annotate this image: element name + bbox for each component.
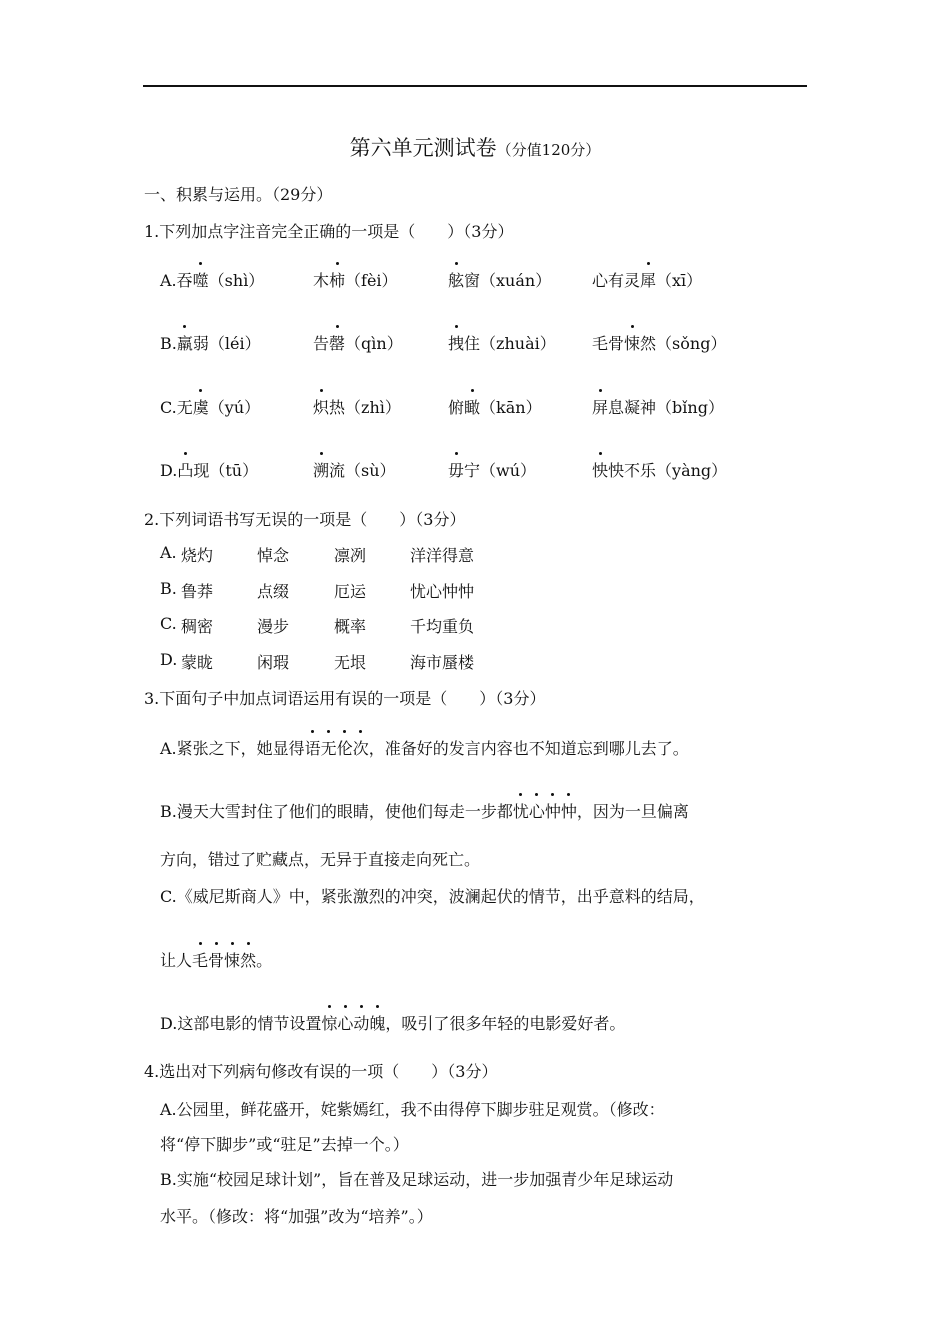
q1-word-part: 息凝神	[608, 398, 657, 417]
q1-option-item	[313, 395, 401, 418]
q2-stem: 2.下列词语书写无误的一项是（ ）（3分）	[144, 510, 466, 529]
dotted-char: 忧	[513, 799, 529, 822]
q2-word: 点缀	[257, 582, 290, 601]
q2-option-label: D.	[160, 650, 178, 669]
q3-a-dotted-word	[305, 739, 369, 758]
q1-dotted-char: 柿	[329, 268, 345, 291]
q2-word: 稠密	[181, 617, 214, 636]
q2-word: 蒙眬	[181, 653, 214, 672]
q1-word-part: 木	[313, 271, 330, 290]
q3-c-post: 。	[256, 951, 273, 970]
dotted-char: 魄	[369, 1011, 385, 1034]
q2-word: 烧灼	[181, 546, 214, 565]
q1-pinyin: （fèi）	[345, 271, 398, 290]
q1-dotted-char: 罄	[329, 331, 345, 354]
q1-pinyin: （qìn）	[345, 334, 403, 353]
q2-word: 海市蜃楼	[410, 653, 475, 672]
q3-d-post: ，吸引了很多年轻的电影爱好者。	[385, 1014, 626, 1033]
q1-word-part: 无	[176, 398, 193, 417]
dotted-char: 悚	[224, 948, 240, 971]
q1-word-part: 然	[640, 334, 657, 353]
q1-option-item	[160, 458, 258, 481]
q1-dotted-char: 犀	[640, 268, 656, 291]
q2-word: 洋洋得意	[410, 546, 475, 565]
dotted-char: 惊	[321, 1011, 337, 1034]
q2-word: 悼念	[257, 546, 290, 565]
q2-word: 无垠	[334, 653, 367, 672]
q3-b-pre: B.漫天大雪封住了他们的眼睛，使他们每走一步都	[160, 802, 513, 821]
q1-option-item	[313, 458, 396, 481]
q1-pinyin: （tū）	[209, 461, 259, 480]
q1-dotted-char: 怏	[592, 458, 608, 481]
q1-dotted-char: 悚	[624, 331, 640, 354]
q3-d-dotted-word	[321, 1014, 385, 1033]
q2-word: 忧心忡忡	[410, 582, 475, 601]
q2-option-label: B.	[160, 579, 177, 598]
dotted-char: 心	[337, 1011, 353, 1034]
title-score: （分值120分）	[496, 141, 601, 159]
q1-pinyin: （kān）	[480, 398, 542, 417]
q1-pinyin: （léi）	[208, 334, 261, 353]
q3-b-post: ，因为一旦偏离	[576, 802, 689, 821]
q1-dotted-char: 炽	[313, 395, 329, 418]
q3-option-b-line2: 方向，错过了贮藏点，无异于直接走向死亡。	[160, 850, 481, 869]
q1-option-item	[592, 331, 726, 354]
q1-option-item	[448, 395, 542, 418]
q1-stem: 1.下列加点字注音完全正确的一项是（ ）（3分）	[144, 222, 514, 241]
dotted-char: 骨	[208, 948, 224, 971]
q3-option-c: C.《威尼斯商人》中，紧张激烈的冲突，波澜起伏的情节，出乎意料的结局，	[160, 887, 705, 906]
dotted-char: 心	[529, 799, 545, 822]
q1-word-part: 吞	[176, 271, 193, 290]
q1-option-item	[592, 268, 702, 291]
q1-pinyin: （wú）	[480, 461, 537, 480]
q3-option-c-line2	[160, 948, 272, 971]
q1-option-item	[160, 395, 260, 418]
q3-c-dotted-word	[192, 951, 256, 970]
q1-word-part: 热	[329, 398, 346, 417]
q4-option-a-line2: 将“停下脚步”或“驻足”去掉一个。）	[160, 1135, 409, 1154]
dotted-char: 忡	[545, 799, 561, 822]
q2-word: 漫步	[257, 617, 290, 636]
q2-word: 千均重负	[410, 617, 475, 636]
q3-b-dotted-word	[513, 802, 577, 821]
q1-option-item	[160, 331, 261, 354]
q1-pinyin: （yú）	[208, 398, 261, 417]
q1-word-part: 窗	[464, 271, 481, 290]
q1-option-item	[448, 268, 551, 291]
q1-word-part: 宁	[464, 461, 481, 480]
q1-pinyin: （yàng）	[656, 461, 728, 480]
q4-option-b: B.实施“校园足球计划”，旨在普及足球运动，进一步加强青少年足球运动	[160, 1170, 674, 1189]
dotted-char: 动	[353, 1011, 369, 1034]
q1-word-part: 毛骨	[592, 334, 625, 353]
q2-word: 鲁莽	[181, 582, 214, 601]
dotted-char: 忡	[561, 799, 577, 822]
q2-option-label: A.	[160, 543, 177, 562]
q3-option-b	[160, 799, 689, 822]
q1-option-item	[592, 395, 724, 418]
q1-word-part: 怏不乐	[608, 461, 657, 480]
q3-option-a	[160, 736, 689, 759]
q1-pinyin: （zhì）	[345, 398, 401, 417]
q3-option-d	[160, 1011, 625, 1034]
q1-pinyin: （bǐng）	[656, 398, 724, 417]
q2-option-label: C.	[160, 614, 177, 633]
dotted-char: 无	[321, 736, 337, 759]
q1-pinyin: （zhuài）	[480, 334, 556, 353]
dotted-char: 伦	[337, 736, 353, 759]
q3-a-post: ，准备好的发言内容也不知道忘到哪儿去了。	[368, 739, 689, 758]
dotted-char: 然	[240, 948, 256, 971]
q1-option-item	[448, 331, 556, 354]
q3-d-pre: D.这部电影的情节设置	[160, 1014, 322, 1033]
header-rule	[143, 85, 807, 87]
q3-c-pre: 让人	[160, 951, 193, 970]
q1-dotted-char: 屏	[592, 395, 608, 418]
dotted-char: 毛	[192, 948, 208, 971]
q1-option-item	[313, 268, 398, 291]
q1-word-part: 现	[193, 461, 210, 480]
q2-word: 凛冽	[334, 546, 367, 565]
page-title	[0, 132, 950, 162]
q1-word-part: 告	[313, 334, 330, 353]
q1-dotted-char: 虞	[193, 395, 209, 418]
q1-option-label: B.	[160, 334, 177, 353]
q1-pinyin: （sǒng）	[656, 334, 727, 353]
q1-word-part: 流	[329, 461, 346, 480]
q1-dotted-char: 羸	[177, 331, 193, 354]
q3-a-pre: A.紧张之下，她显得	[160, 739, 305, 758]
q4-option-b-line2: 水平。（修改：将“加强”改为“培养”。）	[160, 1207, 433, 1226]
q1-pinyin: （xī）	[656, 271, 703, 290]
q1-option-item	[313, 331, 403, 354]
q1-option-label: A.	[160, 271, 177, 290]
q1-pinyin: （shì）	[208, 271, 265, 290]
q1-word-part: 俯	[448, 398, 465, 417]
dotted-char: 语	[305, 736, 321, 759]
q2-word: 闲瑕	[257, 653, 290, 672]
q1-word-part: 弱	[192, 334, 209, 353]
q1-dotted-char: 舷	[448, 268, 464, 291]
q1-word-part: 心有灵	[592, 271, 641, 290]
q1-option-label: C.	[160, 398, 177, 417]
q4-option-a: A.公园里，鲜花盛开，姹紫嫣红，我不由得停下脚步驻足观赏。（修改：	[160, 1100, 665, 1119]
q1-option-item	[448, 458, 536, 481]
q4-stem: 4.选出对下列病句修改有误的一项（ ）（3分）	[144, 1062, 498, 1081]
q1-dotted-char: 毋	[448, 458, 464, 481]
q1-option-label: D.	[160, 461, 178, 480]
q1-dotted-char: 溯	[313, 458, 329, 481]
q1-option-item	[592, 458, 727, 481]
section-heading: 一、积累与运用。（29分）	[144, 185, 333, 204]
q1-pinyin: （xuán）	[480, 271, 552, 290]
q1-dotted-char: 噬	[193, 268, 209, 291]
q1-dotted-char: 拽	[448, 331, 464, 354]
q1-option-item	[160, 268, 264, 291]
q2-word: 概率	[334, 617, 367, 636]
q1-dotted-char: 瞰	[464, 395, 480, 418]
q3-stem: 3.下面句子中加点词语运用有误的一项是（ ）（3分）	[144, 689, 546, 708]
dotted-char: 次	[353, 736, 369, 759]
q1-word-part: 住	[464, 334, 481, 353]
q1-dotted-char: 凸	[177, 458, 193, 481]
q2-word: 厄运	[334, 582, 367, 601]
title-text: 第六单元测试卷	[349, 136, 497, 160]
q1-pinyin: （sù）	[345, 461, 396, 480]
